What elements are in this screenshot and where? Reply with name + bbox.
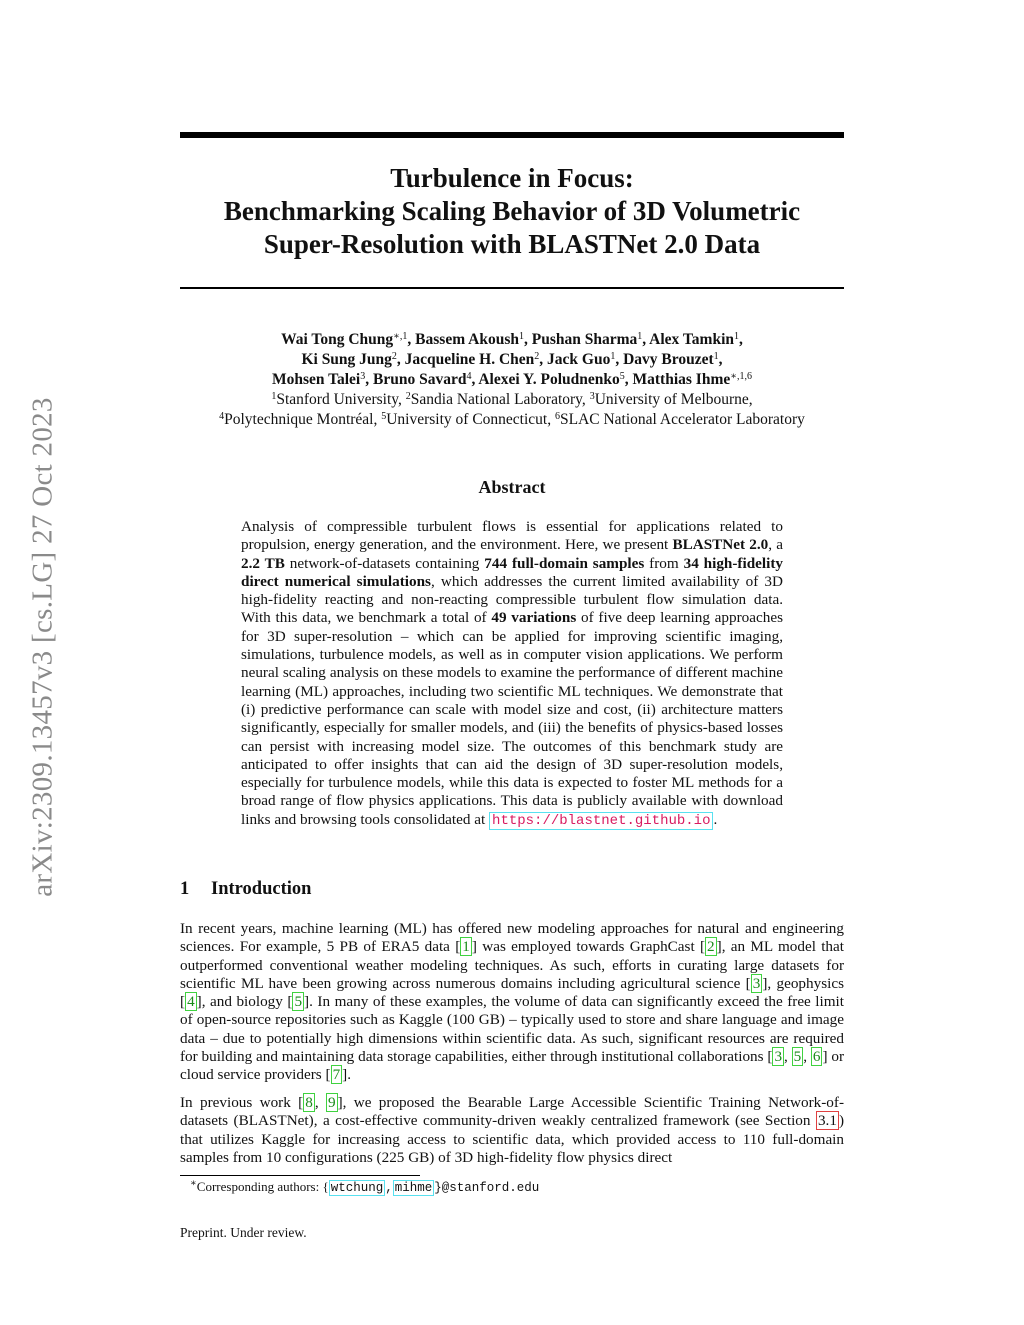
citation-link[interactable]: 2: [707, 938, 715, 956]
citation-link[interactable]: 8: [305, 1094, 313, 1111]
section-number: 1: [180, 879, 190, 899]
citation-link[interactable]: 3: [774, 1048, 783, 1066]
email-link[interactable]: mihme: [394, 1181, 433, 1195]
affiliation-line-2: $^4$Polytechnique Montréal, $^5$University of Connecticut, $^6$SLAC National Accelerator Laboratory: [219, 411, 805, 428]
project-url-link[interactable]: https://blastnet.github.io: [489, 812, 713, 830]
intro-paragraph-2: In previous work [ 8 , 9 ], we proposed the Bearable Large Accessible Scientific Training Network-of-datasets (BLASTNet), a cost-effective community-driven weakly centralized framework (see Section 3.1 ) that utilizes Kaggle for increasing access to scientific data, which provided access to 110 full-domain samples from 10 configurations (225 GB) of 3D high-fidelity flow physics direct: [180, 1094, 844, 1166]
author: , Alexei Y. Poludnenko: [471, 371, 620, 388]
title-top-rule: [180, 132, 844, 138]
section-heading-introduction: [180, 879, 311, 900]
title-line-1: Turbulence in Focus:: [390, 163, 634, 193]
section-title: Introduction: [211, 879, 312, 899]
author: , Bruno Savard: [365, 371, 467, 388]
citation-link[interactable]: 6: [812, 1048, 821, 1066]
citation-link[interactable]: 7: [332, 1066, 341, 1084]
author: Ki Sung Jung: [301, 351, 392, 368]
author-line-2: Ki Sung Jung$^2$, Jacqueline H. Chen$^2$, Jack Guo$^1$, Davy Brouzet$^1$,: [301, 351, 723, 368]
title-line-2: Benchmarking Scaling Behavior of 3D Volumetric: [223, 196, 801, 226]
affiliation-line-1: $^1$Stanford University, $^2$Sandia National Laboratory, $^3$University of Melbourne,: [271, 391, 753, 408]
author: Mohsen Talei: [271, 371, 361, 388]
author: , Davy Brouzet: [615, 351, 714, 368]
author: , Alex Tamkin: [642, 331, 735, 348]
author-block: [150, 330, 874, 430]
citation-link[interactable]: 5: [294, 993, 303, 1011]
arxiv-identifier: arXiv:2309.13457v3 [cs.LG] 27 Oct 2023: [26, 397, 59, 897]
author: , Jacqueline H. Chen: [396, 351, 535, 368]
citation-link[interactable]: 9: [327, 1094, 336, 1111]
author: , Matthias Ihme: [624, 371, 731, 388]
title-bottom-rule: [180, 287, 844, 289]
author: Wai Tong Chung: [281, 331, 394, 348]
author-line-3: Mohsen Talei$^3$, Bruno Savard$^4$, Alexei Y. Poludnenko$^5$, Matthias Ihme$^{∗,1,6}$: [271, 371, 753, 388]
author: , Bassem Akoush: [407, 331, 519, 348]
abstract-body: Analysis of compressible turbulent flows is essential for applications related to propulsion, energy generation, and the environment. Here, we present BLASTNet 2.0, a 2.2 TB network-of-datasets containing 744 full-domain samples from 34 high-fidelity direct numerical simulations, which addresses the current limited availability of 3D high-fidelity reacting and non-reacting compressible turbulent flow simulation data. With this data, we benchmark a total of 49 variations of five deep learning approaches for 3D super-resolution – which can be applied for improving scientific imaging, simulations, turbulence models, as well as in computer vision applications. We perform neural scaling analysis on these models to examine the performance of different machine learning (ML) approaches, including two scientific ML techniques. We demonstrate that (i) predictive performance can scale with model size and cost, (ii) architecture matters significantly, especially for smaller models, and (iii) the benefits of physics-based losses can persist with increasing model size. The outcomes of this benchmark study are anticipated to offer insights that can aid the design of 3D super-resolution models, especially for turbulence models, while this data is expected to foster ML methods for a broad range of flow physics applications. This data is publicly available with download links and browsing tools consolidated at https://blastnet.github.io .: [241, 518, 783, 829]
preprint-notice: Preprint. Under review.: [180, 1225, 307, 1240]
citation-link[interactable]: 4: [187, 993, 195, 1011]
citation-link[interactable]: 1: [462, 938, 470, 956]
arxiv-sidebar: [26, 355, 60, 940]
email-link[interactable]: wtchung: [330, 1181, 384, 1195]
author-line-1: Wai Tong Chung$^{∗,1}$, Bassem Akoush$^1$, Pushan Sharma$^1$, Alex Tamkin$^1$,: [281, 331, 743, 348]
section-reference-link[interactable]: 3.1: [817, 1112, 837, 1130]
abstract-heading: Abstract: [478, 477, 546, 497]
title-line-3: Super-Resolution with BLASTNet 2.0 Data: [263, 229, 761, 259]
paper-title: [180, 162, 844, 261]
intro-paragraph-1: In recent years, machine learning (ML) has offered new modeling approaches for natural and engineering sciences. For example, 5 PB of ERA5 data [ 1 ] was employed towards GraphCast [ 2 ], an ML model that outperformed conventional weather modeling techniques. As such, efforts in curating large datasets for scientific ML have been growing across numerous domains including agricultural science [ 3 ], geophysics [ 4 ], and biology [ 5 ]. In many of these examples, the volume of data can significantly exceed the free limit of open-source repositories such as Kaggle (100 GB) – typically used to store and share language and image data – due to potentially high dimensions within scientific data. As such, significant resources are required for building and maintaining data storage capabilities, either through institutional collaborations [ 3 , 5 , 6 ] or cloud service providers [ 7 ].: [180, 920, 845, 1084]
author: , Jack Guo: [539, 351, 611, 368]
citation-link[interactable]: 5: [793, 1048, 802, 1066]
footnote: ∗Corresponding authors: { wtchung , mihme }@stanford.edu: [190, 1178, 540, 1195]
footnote-rule: [180, 1175, 420, 1176]
author: , Pushan Sharma: [523, 331, 638, 348]
citation-link[interactable]: 3: [752, 974, 761, 992]
